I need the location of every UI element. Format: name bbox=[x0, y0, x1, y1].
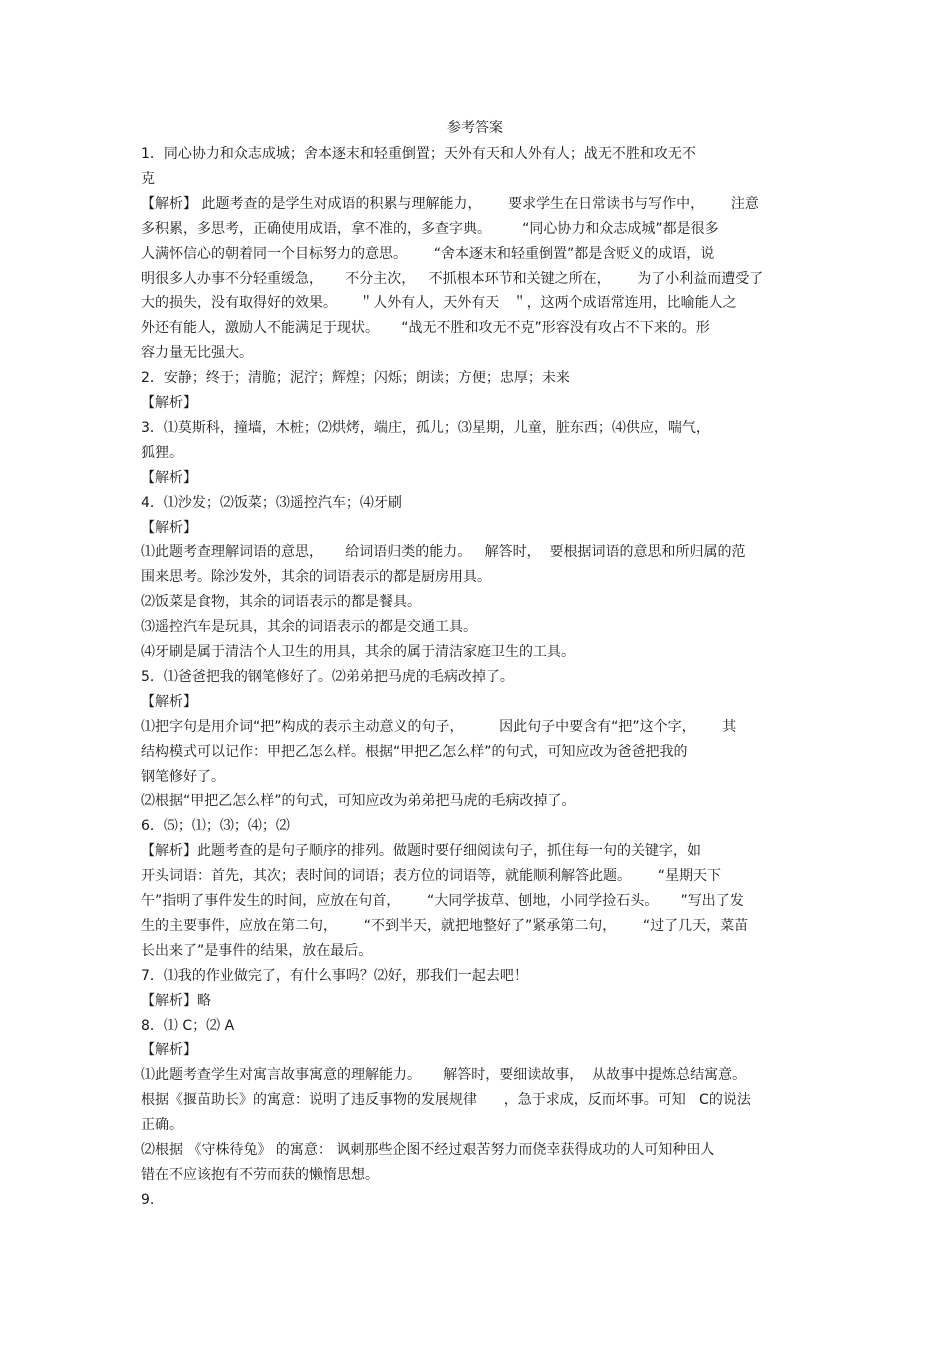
text-line: 克 bbox=[141, 170, 155, 187]
text-line: 根据《揠苗助长》的寓意：说明了违反事物的发展规律 ，急于求成，反而坏事。可知 C的说法 bbox=[141, 1092, 751, 1109]
text-line: 长出来了”是事件的结果，放在最后。 bbox=[141, 942, 373, 959]
text-line: 狐狸。 bbox=[141, 444, 183, 461]
text-line: 【解析】 bbox=[141, 1042, 197, 1059]
text-line: 围来思考。除沙发外，其余的词语表示的都是厨房用具。 bbox=[141, 569, 491, 586]
text-line: 钢笔修好了。 bbox=[141, 768, 225, 785]
page-title: 参考答案 bbox=[447, 120, 503, 136]
text-line: 容力量无比强大。 bbox=[141, 345, 253, 362]
text-line: ⑵饭菜是食物，其余的词语表示的都是餐具。 bbox=[141, 594, 421, 611]
text-line: 大的损失，没有取得好的效果。 ＂人外有人，天外有天 ＂，这两个成语常连用，比喻能人之 bbox=[141, 295, 737, 312]
text-line: 明很多人办事不分轻重缓急， 不分主次， 不抓根本环节和关键之所在， 为了小利益而遭受了 bbox=[141, 270, 764, 287]
text-line: 开头词语：首先，其次；表时间的词语；表方位的词语等，就能顺利解答此题。 “星期天下 bbox=[141, 868, 721, 885]
text-line: 【解析】 bbox=[141, 469, 197, 486]
text-line: ⑴此题考查理解词语的意思， 给词语归类的能力。 解答时， 要根据词语的意思和所归属的范 bbox=[141, 544, 746, 561]
text-line: 【解析】 此题考查的是学生对成语的积累与理解能力， 要求学生在日常读书与写作中， 注意 bbox=[141, 195, 759, 212]
text-line: 【解析】 bbox=[141, 693, 197, 710]
text-line: ⑴把字句是用介词“把”构成的表示主动意义的句子， 因此句子中要含有“把”这个字， 其 bbox=[141, 718, 737, 735]
text-line: 8．⑴ C；⑵ A bbox=[141, 1017, 235, 1034]
text-line: 7．⑴我的作业做完了，有什么事吗？⑵好，那我们一起去吧！ bbox=[141, 967, 528, 984]
text-line: 多积累，多思考，正确使用成语，拿不准的，多查字典。 “同心协力和众志成城”都是很多 bbox=[141, 220, 719, 237]
text-line: 错在不应该抱有不劳而获的懒惰思想。 bbox=[141, 1166, 379, 1183]
text-line: ⑵根据“甲把乙怎么样”的句式，可知应改为弟弟把马虎的毛病改掉了。 bbox=[141, 793, 576, 810]
text-line: 正确。 bbox=[141, 1117, 183, 1134]
text-line: ⑷牙刷是属于清洁个人卫生的用具，其余的属于清洁家庭卫生的工具。 bbox=[141, 644, 575, 660]
text-line: 人满怀信心的朝着同一个目标努力的意思。 “舍本逐末和轻重倒置”都是含贬义的成语，说 bbox=[141, 245, 715, 262]
text-line: 6．⑸；⑴；⑶；⑷；⑵ bbox=[141, 818, 290, 835]
text-line: 【解析】此题考查的是句子顺序的排列。做题时要仔细阅读句子，抓住每一句的关键字，如 bbox=[141, 843, 701, 860]
text-line: 5．⑴爸爸把我的钢笔修好了。⑵弟弟把马虎的毛病改掉了。 bbox=[141, 668, 514, 685]
text-line: ⑶遥控汽车是玩具，其余的词语表示的都是交通工具。 bbox=[141, 619, 477, 636]
text-line: 【解析】 bbox=[141, 519, 197, 536]
text-line: 【解析】略 bbox=[141, 992, 211, 1009]
text-line: ⑴此题考查学生对寓言故事寓意的理解能力。 解答时，要细读故事， 从故事中提炼总结寓意。 bbox=[141, 1067, 747, 1084]
text-line: 1．同心协力和众志成城；舍本逐末和轻重倒置；天外有天和人外有人；战无不胜和攻无不 bbox=[141, 146, 696, 162]
text-line: 9. bbox=[141, 1191, 155, 1208]
text-line: 午”指明了事件发生的时间，应放在句首， “大同学拔草、刨地，小同学捡石头。 ”写出了发 bbox=[141, 893, 744, 909]
text-line: ⑵根据 《守株待兔》 的寓意： 讽刺那些企图不经过艰苦努力而侥幸获得成功的人可知种田人 bbox=[141, 1142, 715, 1158]
text-line: 【解析】 bbox=[141, 395, 197, 411]
text-line: 生的主要事件，应放在第二句， “不到半天，就把地整好了”紧承第二句， “过了几天，菜苗 bbox=[141, 917, 749, 934]
text-line: 4．⑴沙发；⑵饭菜；⑶遥控汽车；⑷牙刷 bbox=[141, 494, 402, 511]
text-line: 结构模式可以记作：甲把乙怎么样。根据“甲把乙怎么样”的句式，可知应改为爸爸把我的 bbox=[141, 743, 688, 760]
text-line: 外还有能人，激励人不能满足于现状。 “战无不胜和攻无不克”形容没有攻占不下来的。形 bbox=[141, 320, 710, 337]
text-line: 3．⑴莫斯科，撞墙，木桩；⑵烘烤，端庄，孤儿；⑶星期，儿童，脏东西；⑷供应，喘气， bbox=[141, 419, 710, 436]
text-line: 2．安静；终于；清脆；泥泞；辉煌；闪烁；朗读；方便；忠厚；未来 bbox=[141, 370, 570, 387]
